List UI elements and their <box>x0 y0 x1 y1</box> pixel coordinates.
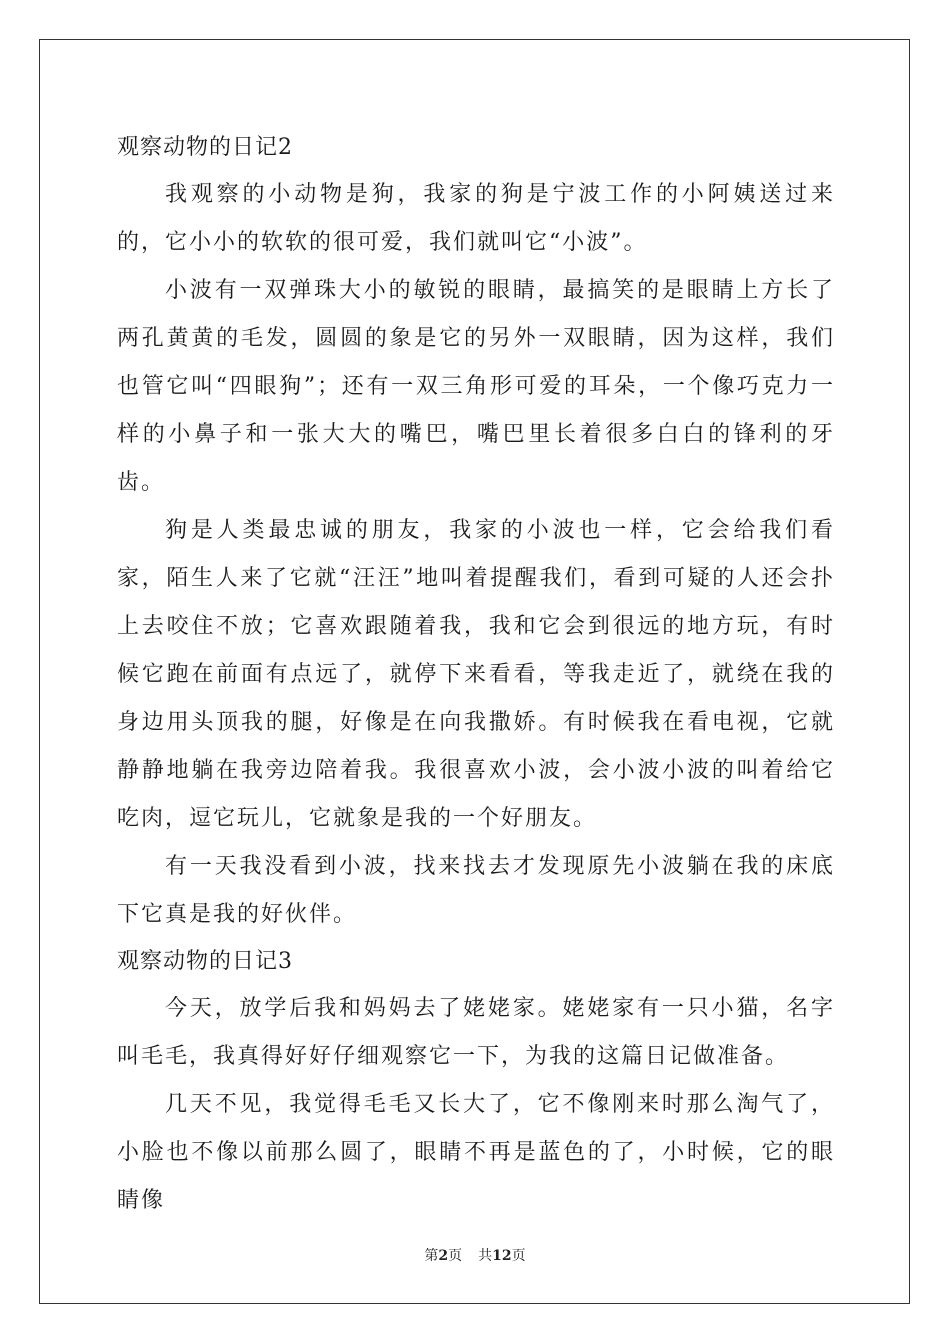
document-body <box>117 125 835 1225</box>
paragraph: 今天，放学后我和妈妈去了姥姥家。姥姥家有一只小猫，名字叫毛毛，我真得好好仔细观察它一下，为我的这篇日记做准备。 <box>117 996 835 1069</box>
paragraph: 几天不见，我觉得毛毛又长大了，它不像刚来时那么淘气了，小脸也不像以前那么圆了，眼睛不再是蓝色的了，小时候，它的眼睛像 <box>117 1092 835 1213</box>
paragraph: 有一天我没看到小波，找来找去才发现原先小波躺在我的床底下它真是我的好伙伴。 <box>117 854 835 927</box>
page-footer <box>0 1246 950 1266</box>
current-page-number: 2 <box>438 1248 449 1264</box>
section-title-diary-3: 观察动物的日记3 <box>117 949 293 974</box>
paragraph: 狗是人类最忠诚的朋友，我家的小波也一样，它会给我们看家，陌生人来了它就“汪汪”地叫着提醒我们，看到可疑的人还会扑上去咬住不放；它喜欢跟随着我，我和它会到很远的地方玩，有时候它跑在前面有点远了，就停下来看看，等我走近了，就绕在我的身边用头顶我的腿，好像是在向我撒娇。有时候我在看电视，它就静静地躺在我旁边陪着我。我很喜欢小波，会小波小波的叫着给它吃肉，逗它玩儿，它就象是我的一个好朋友。 <box>117 518 835 831</box>
section-title-diary-2: 观察动物的日记2 <box>117 135 293 160</box>
page-prefix: 第 <box>424 1248 439 1264</box>
total-suffix: 页 <box>511 1248 526 1264</box>
total-page-count: 12 <box>492 1248 512 1264</box>
page-suffix: 页 <box>448 1248 463 1264</box>
paragraph: 我观察的小动物是狗，我家的狗是宁波工作的小阿姨送过来的，它小小的软软的很可爱，我们就叫它“小波”。 <box>117 182 835 255</box>
total-prefix: 共 <box>478 1248 493 1264</box>
paragraph: 小波有一双弹珠大小的敏锐的眼睛，最搞笑的是眼睛上方长了两孔黄黄的毛发，圆圆的象是它的另外一双眼睛，因为这样，我们也管它叫“四眼狗”；还有一双三角形可爱的耳朵，一个像巧克力一样的小鼻子和一张大大的嘴巴，嘴巴里长着很多白白的锋利的牙齿。 <box>117 278 835 495</box>
